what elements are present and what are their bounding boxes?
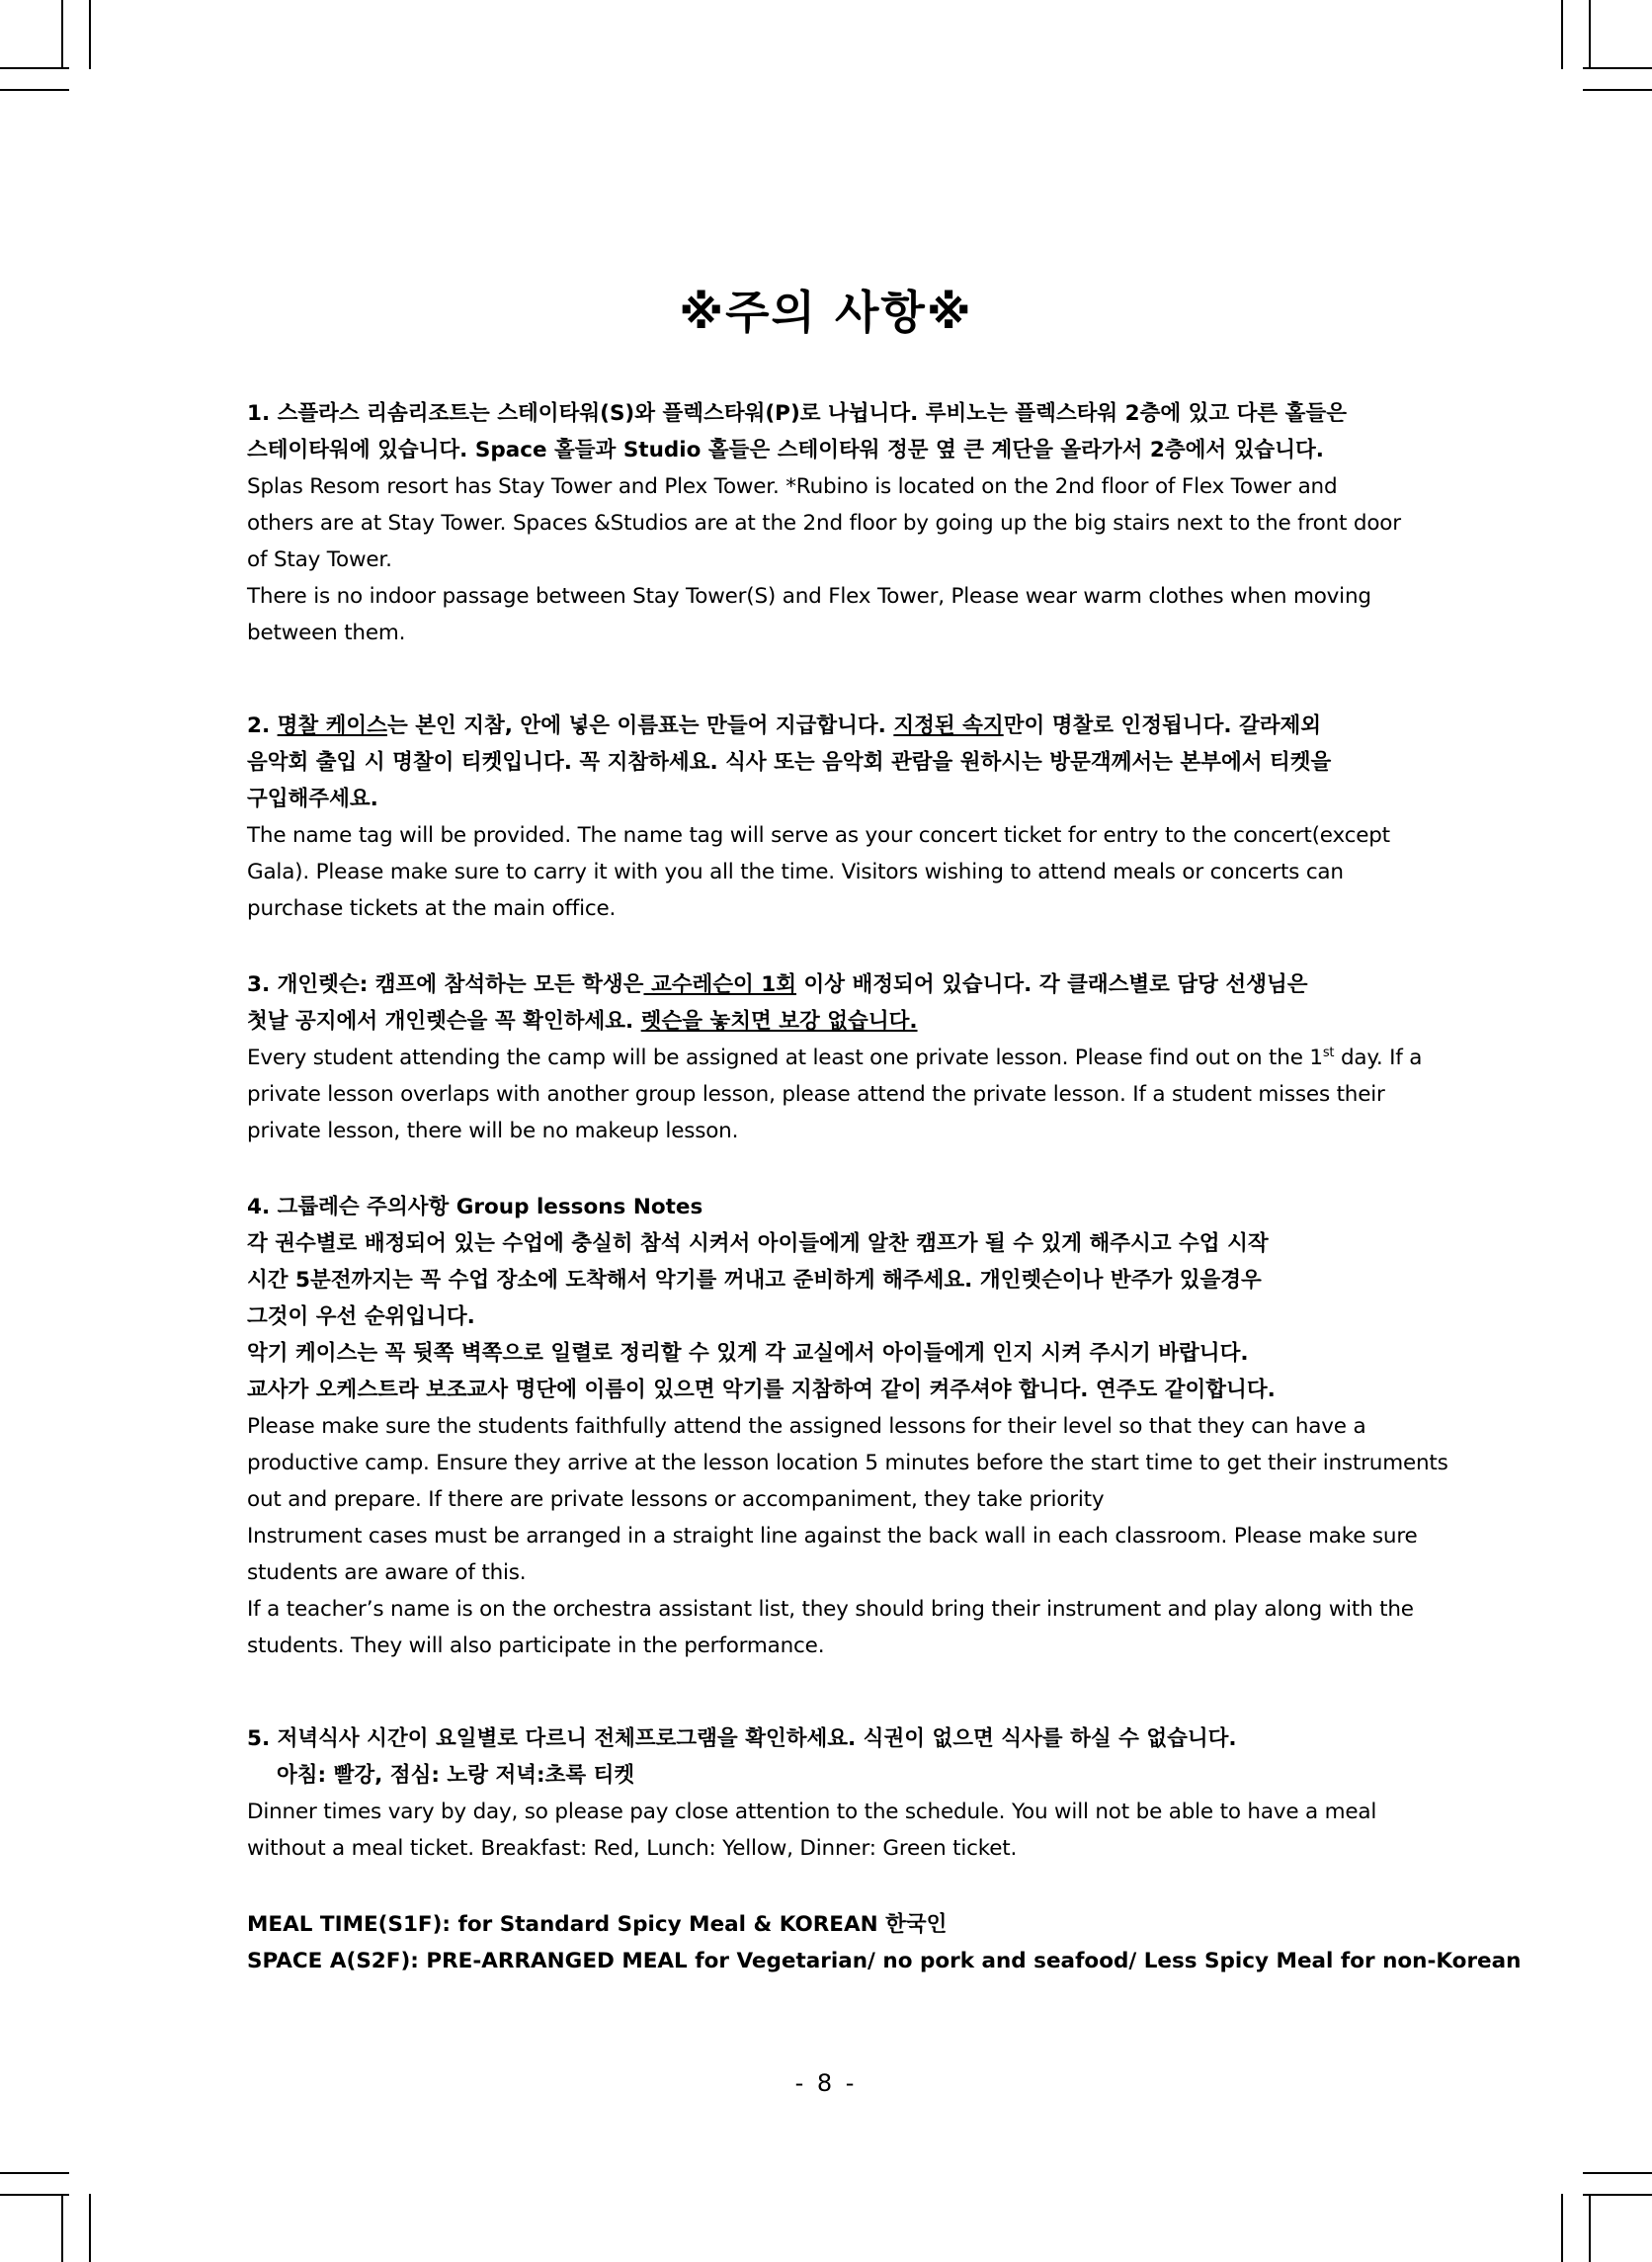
- section-1-english-line: of Stay Tower.: [247, 547, 392, 572]
- text-run: 첫날 공지에서 개인렛슨을 꼭 확인하세요.: [247, 1009, 641, 1034]
- section-1-english-line: others are at Stay Tower. Spaces &Studios are at the 2nd floor by going up the big stairs next to the front door: [247, 511, 1401, 536]
- section-3-korean-line: [247, 1003, 1403, 1040]
- section-2-korean-line: 음악회 출입 시 명찰이 티켓입니다. 꼭 지참하세요. 식사 또는 음악회 관람을 원하시는 방문객께서는 본부에서 티켓을: [247, 750, 1332, 775]
- text-run: Every student attending the camp will be assigned at least one private lesson. Please find out on the 1: [247, 1046, 1323, 1070]
- section-4-korean-line: 그것이 우선 순위입니다.: [247, 1304, 475, 1329]
- section-4-english-line: Instrument cases must be arranged in a straight line against the back wall in each classroom. Please make sure: [247, 1524, 1418, 1549]
- section-4-korean-line: 각 권수별로 배정되어 있는 수업에 충실히 참석 시켜서 아이들에게 알찬 캠프가 될 수 있게 해주시고 수업 시작: [247, 1231, 1269, 1256]
- text-run: 는 본인 지참, 안에 넣은 이름표는 만들어 지급합니다.: [386, 713, 894, 738]
- section-2-korean-line: [247, 708, 1403, 744]
- text-run: 만이 명찰로 인정됩니다. 갈라제외: [1003, 713, 1322, 738]
- meal-time-line: MEAL TIME(S1F): for Standard Spicy Meal & KOREAN 한국인: [247, 1912, 948, 1937]
- section-4-english-line: out and prepare. If there are private lessons or accompaniment, they take priority: [247, 1487, 1105, 1512]
- section-3: [247, 966, 1423, 1149]
- text-run: 2.: [247, 713, 278, 738]
- section-1: [247, 395, 1403, 651]
- text-run: 3. 개인렛슨: 캠프에 참석하는 모든 학생은: [247, 972, 644, 997]
- section-2-english-line: Gala). Please make sure to carry it with you all the time. Visitors wishing to attend meals or concerts can: [247, 860, 1344, 884]
- superscript: st: [1322, 1045, 1335, 1060]
- section-2-english-line: The name tag will be provided. The name tag will serve as your concert ticket for entry to the concert(except: [247, 823, 1390, 848]
- section-4-english-line: If a teacher’s name is on the orchestra assistant list, they should bring their instrument and play along with the: [247, 1597, 1414, 1622]
- section-3-korean-line: [247, 966, 1403, 1003]
- section-3-english-line: private lesson, there will be no makeup lesson.: [247, 1119, 739, 1143]
- section-1-korean-line: 1. 스플라스 리솜리조트는 스테이타워(S)와 플렉스타워(P)로 나뉩니다. 루비노는 플렉스타워 2층에 있고 다른 홀들은: [247, 401, 1347, 426]
- section-1-english-line: Splas Resom resort has Stay Tower and Plex Tower. *Rubino is located on the 2nd floor of Flex Tower and: [247, 474, 1338, 499]
- section-5-english-line: without a meal ticket. Breakfast: Red, Lunch: Yellow, Dinner: Green ticket.: [247, 1836, 1018, 1861]
- underlined-text: 교수레슨이 1회: [643, 972, 797, 997]
- section-2-korean-line: 구입해주세요.: [247, 787, 378, 811]
- section-4: [247, 1189, 1448, 1664]
- section-4-korean-line: 시간 5분전까지는 꼭 수업 장소에 도착해서 악기를 꺼내고 준비하게 해주세요. 개인렛슨이나 반주가 있을경우: [247, 1268, 1262, 1293]
- section-1-english-line: between them.: [247, 621, 406, 645]
- section-4-english-line: productive camp. Ensure they arrive at the lesson location 5 minutes before the start time to get their instruments: [247, 1451, 1448, 1475]
- section-4-english-line: Please make sure the students faithfully attend the assigned lessons for their level so that they can have a: [247, 1414, 1366, 1439]
- section-4-english-line: students. They will also participate in the performance.: [247, 1634, 825, 1658]
- underlined-text: 지정된 속지: [893, 713, 1004, 738]
- text-run: 이상 배정되어 있습니다. 각 클래스별로 담당 선생님은: [796, 972, 1308, 997]
- section-1-korean-line: 스테이타워에 있습니다. Space 홀들과 Studio 홀들은 스테이타워 정문 옆 큰 계단을 올라가서 2층에서 있습니다.: [247, 438, 1324, 462]
- section-5-korean-line: 5. 저녁식사 시간이 요일별로 다르니 전체프로그램을 확인하세요. 식권이 없으면 식사를 하실 수 없습니다.: [247, 1726, 1237, 1751]
- section-4-korean-line: 교사가 오케스트라 보조교사 명단에 이름이 있으면 악기를 지참하여 같이 켜주셔야 합니다. 연주도 같이합니다.: [247, 1378, 1276, 1402]
- section-5: [247, 1720, 1403, 1867]
- meal-info: [247, 1906, 1522, 1979]
- page-number: - 8 -: [794, 2069, 858, 2097]
- section-4-heading: 4. 그룹레슨 주의사항 Group lessons Notes: [247, 1195, 703, 1219]
- section-2: [247, 708, 1403, 927]
- text-run: day. If a: [1334, 1046, 1423, 1070]
- space-a-line: SPACE A(S2F): PRE-ARRANGED MEAL for Vegetarian/ no pork and seafood/ Less Spicy Meal for non-Korean: [247, 1949, 1522, 1973]
- underlined-text: 렛슨을 놓치면 보강 없습니다.: [640, 1009, 918, 1034]
- section-4-english-line: students are aware of this.: [247, 1560, 527, 1585]
- section-5-ticket-colors: 아침: 빨강, 점심: 노랑 저녁:초록 티켓: [277, 1763, 635, 1788]
- section-3-english-line: [247, 1040, 1423, 1076]
- section-2-english-line: purchase tickets at the main office.: [247, 896, 617, 921]
- section-5-english-line: Dinner times vary by day, so please pay close attention to the schedule. You will not be able to have a meal: [247, 1800, 1377, 1824]
- underlined-text: 명찰 케이스: [277, 713, 387, 738]
- page-title: ※주의 사항※: [679, 286, 973, 339]
- section-1-english-line: There is no indoor passage between Stay Tower(S) and Flex Tower, Please wear warm clothes when moving: [247, 584, 1371, 609]
- section-3-english-line: private lesson overlaps with another group lesson, please attend the private lesson. If a student misses their: [247, 1082, 1385, 1107]
- notice-content: [247, 395, 1522, 1979]
- section-4-korean-line: 악기 케이스는 꼭 뒷쪽 벽쪽으로 일렬로 정리할 수 있게 각 교실에서 아이들에게 인지 시켜 주시기 바랍니다.: [247, 1341, 1249, 1366]
